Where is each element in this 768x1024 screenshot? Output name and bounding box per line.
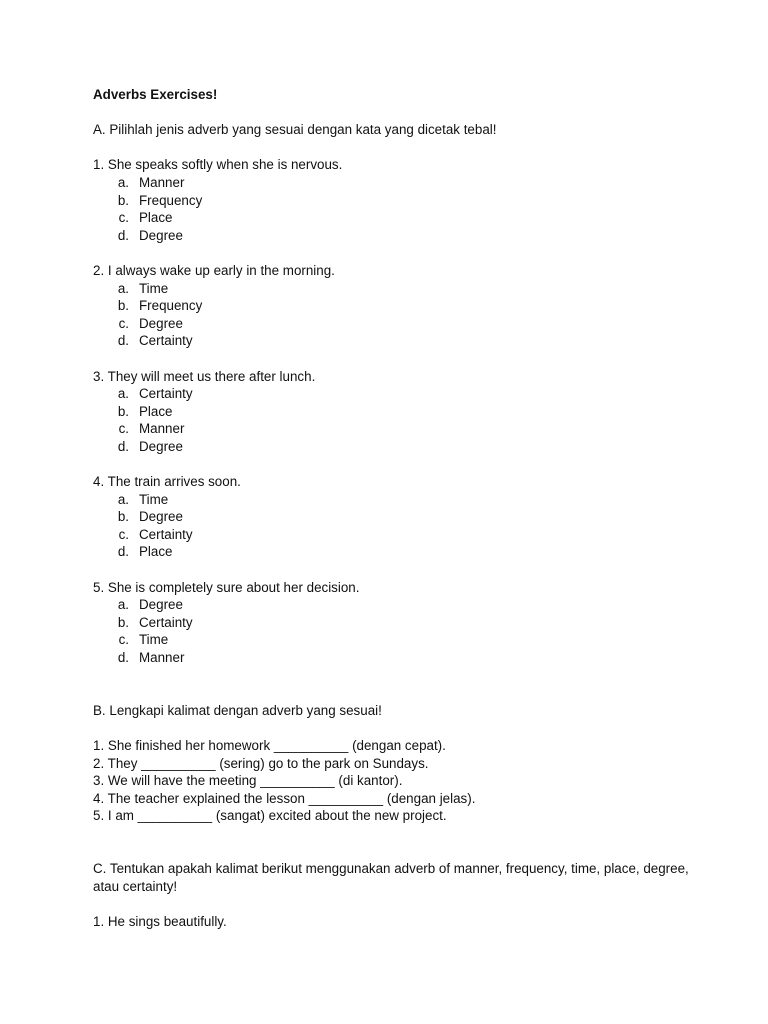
section-c-instruction: C. Tentukan apakah kalimat berikut menggunakan adverb of manner, frequency, time, place, degree, atau certainty! bbox=[93, 861, 689, 894]
option-label: Manner bbox=[139, 421, 185, 437]
option bbox=[93, 297, 693, 315]
option-label: Place bbox=[139, 210, 173, 226]
option-label: Degree bbox=[139, 438, 183, 454]
question-text: 2. I always wake up early in the morning. bbox=[93, 262, 335, 278]
option bbox=[93, 438, 693, 456]
question bbox=[93, 262, 693, 350]
document-content bbox=[93, 86, 693, 931]
question bbox=[93, 368, 693, 456]
option-letter: b. bbox=[117, 509, 129, 525]
option-label: Manner bbox=[139, 174, 185, 190]
option bbox=[93, 649, 693, 667]
option-letter: b. bbox=[117, 403, 129, 419]
option-letter: c. bbox=[118, 210, 129, 226]
option-letter: a. bbox=[117, 174, 129, 190]
option bbox=[93, 332, 693, 350]
fill-in-list bbox=[93, 737, 693, 825]
question-text: 3. They will meet us there after lunch. bbox=[93, 368, 316, 384]
option-letter: d. bbox=[117, 227, 129, 243]
option-letter: a. bbox=[117, 597, 129, 613]
option-list bbox=[93, 174, 693, 244]
option bbox=[93, 526, 693, 544]
option bbox=[93, 596, 693, 614]
option bbox=[93, 403, 693, 421]
option-label: Time bbox=[139, 632, 169, 648]
option-letter: d. bbox=[117, 438, 129, 454]
option-list bbox=[93, 491, 693, 561]
option bbox=[93, 385, 693, 403]
option-label: Place bbox=[139, 403, 173, 419]
option-label: Certainty bbox=[139, 526, 193, 542]
option-letter: c. bbox=[118, 526, 129, 542]
option-label: Degree bbox=[139, 227, 183, 243]
option-list bbox=[93, 385, 693, 455]
section-a-instruction: A. Pilihlah jenis adverb yang sesuai dengan kata yang dicetak tebal! bbox=[93, 122, 497, 138]
option-letter: c. bbox=[118, 632, 129, 648]
option-list bbox=[93, 596, 693, 666]
option bbox=[93, 174, 693, 192]
option bbox=[93, 508, 693, 526]
option bbox=[93, 420, 693, 438]
option-label: Frequency bbox=[139, 298, 203, 314]
option bbox=[93, 614, 693, 632]
question bbox=[93, 156, 693, 244]
option-letter: c. bbox=[118, 315, 129, 331]
option-letter: a. bbox=[117, 280, 129, 296]
option-label: Time bbox=[139, 491, 169, 507]
option-label: Certainty bbox=[139, 614, 193, 630]
option-letter: d. bbox=[117, 650, 129, 665]
question bbox=[93, 473, 693, 561]
option-letter: b. bbox=[117, 614, 129, 630]
option bbox=[93, 192, 693, 210]
option bbox=[93, 315, 693, 333]
option-letter: d. bbox=[117, 333, 129, 349]
classify-item: 1. He sings beautifully. bbox=[93, 913, 227, 929]
option bbox=[93, 491, 693, 509]
fill-in-item: 3. We will have the meeting __________ (di kantor). bbox=[93, 773, 403, 789]
option-label: Time bbox=[139, 280, 169, 296]
option-letter: b. bbox=[117, 298, 129, 314]
section-b-instruction: B. Lengkapi kalimat dengan adverb yang sesuai! bbox=[93, 702, 382, 718]
option-label: Certainty bbox=[139, 333, 193, 349]
option-label: Certainty bbox=[139, 386, 193, 402]
question bbox=[93, 579, 693, 667]
fill-in-item: 5. I am __________ (sangat) excited about the new project. bbox=[93, 808, 447, 824]
option bbox=[93, 209, 693, 227]
option bbox=[93, 543, 693, 561]
question-text: 5. She is completely sure about her decision. bbox=[93, 579, 360, 595]
option-letter: d. bbox=[117, 544, 129, 560]
fill-in-item: 4. The teacher explained the lesson __________ (dengan jelas). bbox=[93, 790, 476, 806]
option bbox=[93, 631, 693, 649]
option-label: Degree bbox=[139, 597, 183, 613]
fill-in-item: 1. She finished her homework __________ (dengan cepat). bbox=[93, 737, 446, 753]
option-letter: c. bbox=[118, 421, 129, 437]
question-text: 4. The train arrives soon. bbox=[93, 474, 241, 490]
option-label: Degree bbox=[139, 315, 183, 331]
document-title: Adverbs Exercises! bbox=[93, 87, 218, 102]
option-letter: a. bbox=[117, 491, 129, 507]
option bbox=[93, 227, 693, 245]
fill-in-item: 2. They __________ (sering) go to the park on Sundays. bbox=[93, 755, 429, 771]
option-label: Place bbox=[139, 544, 173, 560]
option-label: Degree bbox=[139, 509, 183, 525]
option-letter: b. bbox=[117, 192, 129, 208]
question-text: 1. She speaks softly when she is nervous. bbox=[93, 157, 343, 173]
option-label: Frequency bbox=[139, 192, 203, 208]
option-letter: a. bbox=[117, 386, 129, 402]
option-list bbox=[93, 280, 693, 350]
option bbox=[93, 280, 693, 298]
option-label: Manner bbox=[139, 650, 185, 665]
